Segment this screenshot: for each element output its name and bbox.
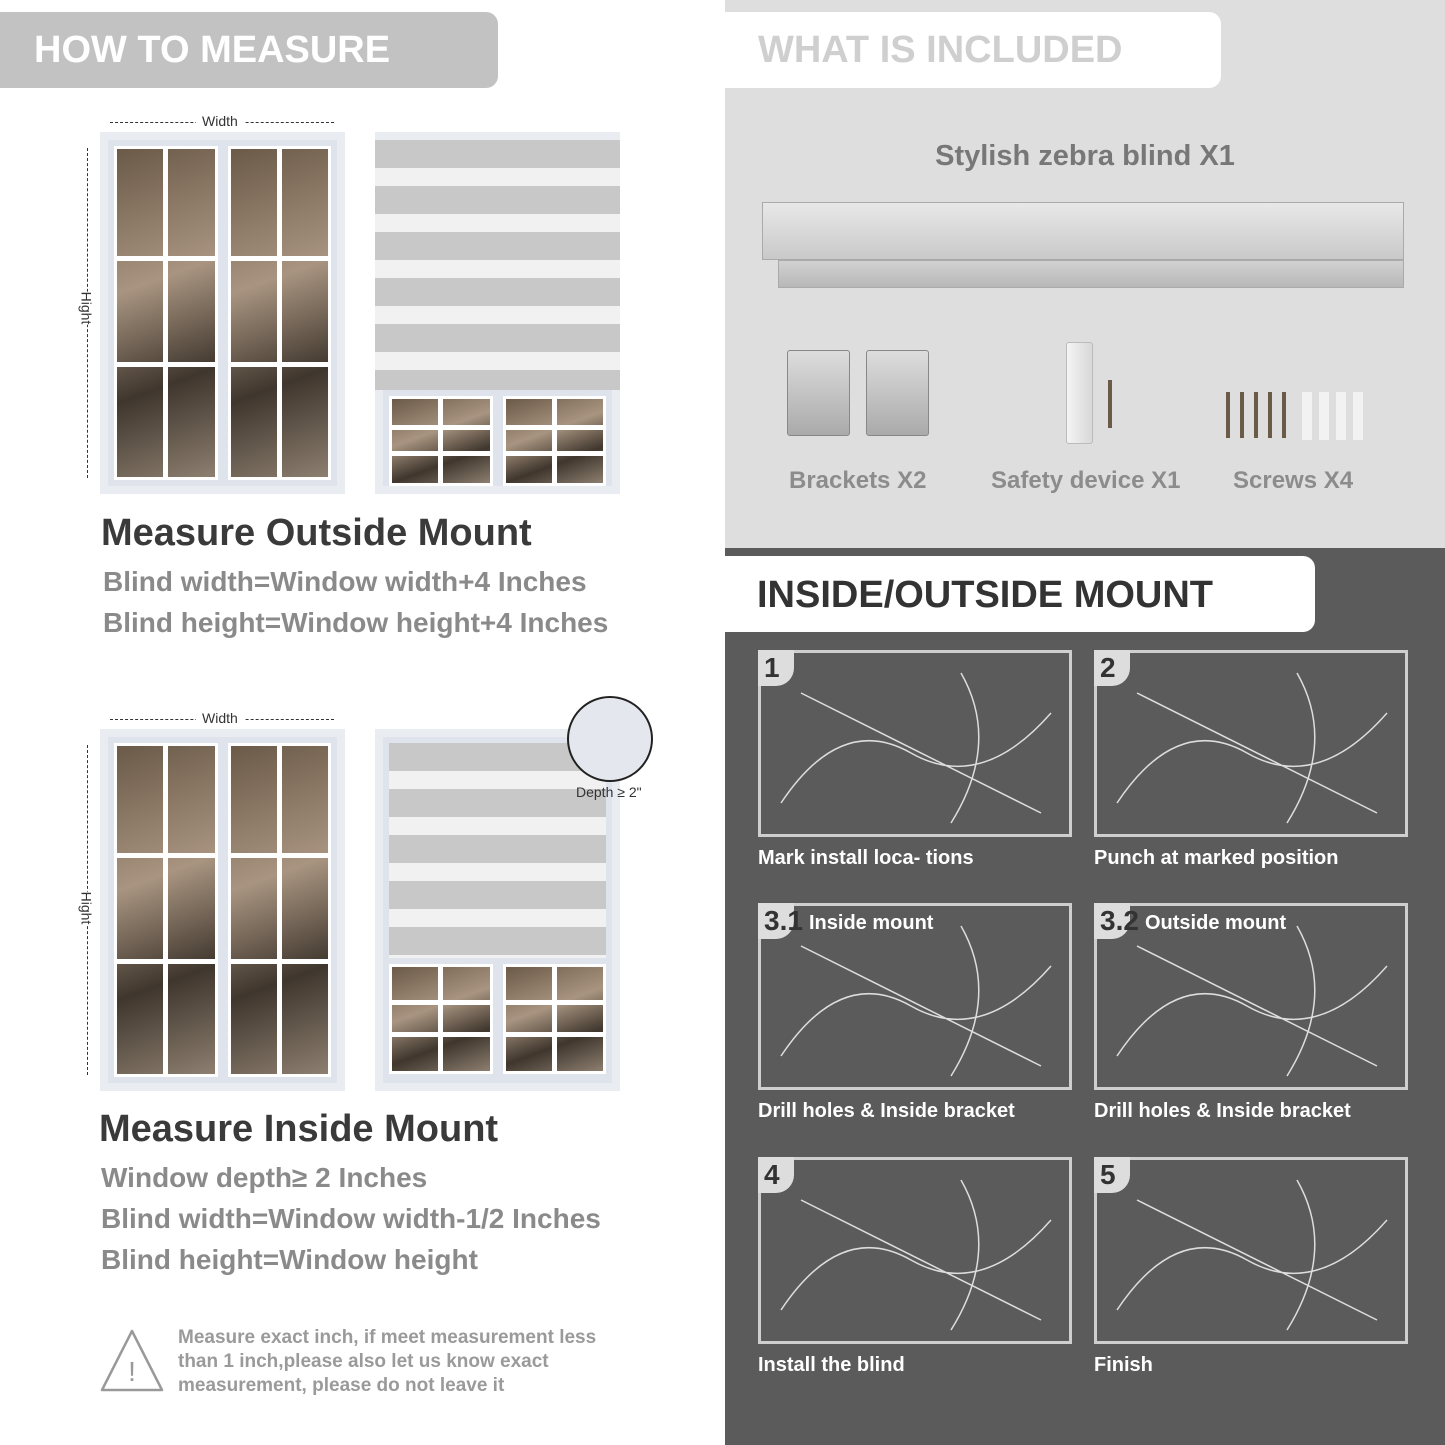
- step-label: Punch at marked position: [1094, 847, 1339, 869]
- depth-label: Depth ≥ 2": [576, 784, 642, 800]
- instruction-line: Blind height=Window height: [101, 1244, 478, 1275]
- window-image: [100, 729, 345, 1091]
- step-label: Mark install loca- tions: [758, 847, 974, 869]
- step-3-illustration: [758, 903, 1072, 1090]
- step-label: Finish: [1094, 1354, 1153, 1376]
- screws-image: [1226, 392, 1288, 438]
- line-drawing-icon: [761, 653, 1069, 834]
- step-number: 3.1: [758, 903, 794, 939]
- warning-triangle-icon: [99, 1328, 165, 1394]
- step-number: 4: [758, 1157, 794, 1193]
- window-image: [100, 132, 345, 494]
- line-drawing-icon: [761, 1160, 1069, 1341]
- height-label: Hight: [78, 291, 95, 325]
- anchors-image: [1302, 392, 1368, 440]
- instruction-line: Window depth≥ 2 Inches: [101, 1162, 428, 1193]
- step-label: Install the blind: [758, 1354, 905, 1376]
- step-5-illustration: [758, 1157, 1072, 1344]
- inside-mount-title: Measure Inside Mount: [99, 1108, 499, 1150]
- inside-mount-instructions: [101, 1157, 601, 1280]
- screw-image: [1108, 380, 1112, 428]
- mount-header: INSIDE/OUTSIDE MOUNT: [725, 556, 1315, 632]
- safety-device-image: [1066, 342, 1093, 444]
- step-number: 5: [1094, 1157, 1130, 1193]
- step-inner-label: Outside mount: [1145, 912, 1287, 934]
- width-label: Width: [196, 113, 244, 129]
- bracket-image: [787, 350, 850, 436]
- step-1-illustration: [758, 650, 1072, 837]
- zebra-blind-image: [762, 202, 1404, 260]
- outside-mount-instructions: [103, 561, 608, 643]
- step-6-illustration: [1094, 1157, 1408, 1344]
- depth-detail-circle: [567, 696, 653, 782]
- brackets-label: Brackets X2: [789, 467, 927, 494]
- line-drawing-icon: [1097, 653, 1405, 834]
- instruction-line: Blind width=Window width-1/2 Inches: [101, 1203, 601, 1234]
- bracket-image: [866, 350, 929, 436]
- safety-device-label: Safety device X1: [991, 467, 1181, 494]
- included-header: WHAT IS INCLUDED: [725, 12, 1221, 88]
- step-label: Drill holes & Inside bracket: [758, 1100, 1015, 1122]
- step-inner-label: Inside mount: [809, 912, 934, 934]
- step-number: 3.2: [1094, 903, 1130, 939]
- step-label: Drill holes & Inside bracket: [1094, 1100, 1351, 1122]
- zebra-blind-label: Stylish zebra blind X1: [935, 140, 1235, 172]
- line-drawing-icon: [1097, 1160, 1405, 1341]
- height-label: Hight: [78, 891, 95, 925]
- window-with-blind-image: [375, 132, 620, 494]
- svg-text:!: !: [128, 1356, 136, 1387]
- zebra-blind-bottom: [778, 260, 1404, 288]
- outside-mount-title: Measure Outside Mount: [101, 512, 532, 554]
- step-number: 2: [1094, 650, 1130, 686]
- warning-text: Measure exact inch, if meet measurement less than 1 inch,please also let us know exact measurement, please do not leave it: [178, 1327, 597, 1396]
- how-to-measure-header: HOW TO MEASURE: [0, 12, 498, 88]
- width-label: Width: [196, 710, 244, 726]
- step-2-illustration: [1094, 650, 1408, 837]
- step-4-illustration: [1094, 903, 1408, 1090]
- instruction-line: Blind height=Window height+4 Inches: [103, 607, 609, 638]
- screws-label: Screws X4: [1233, 467, 1354, 494]
- instruction-line: Blind width=Window width+4 Inches: [103, 566, 587, 597]
- step-number: 1: [758, 650, 794, 686]
